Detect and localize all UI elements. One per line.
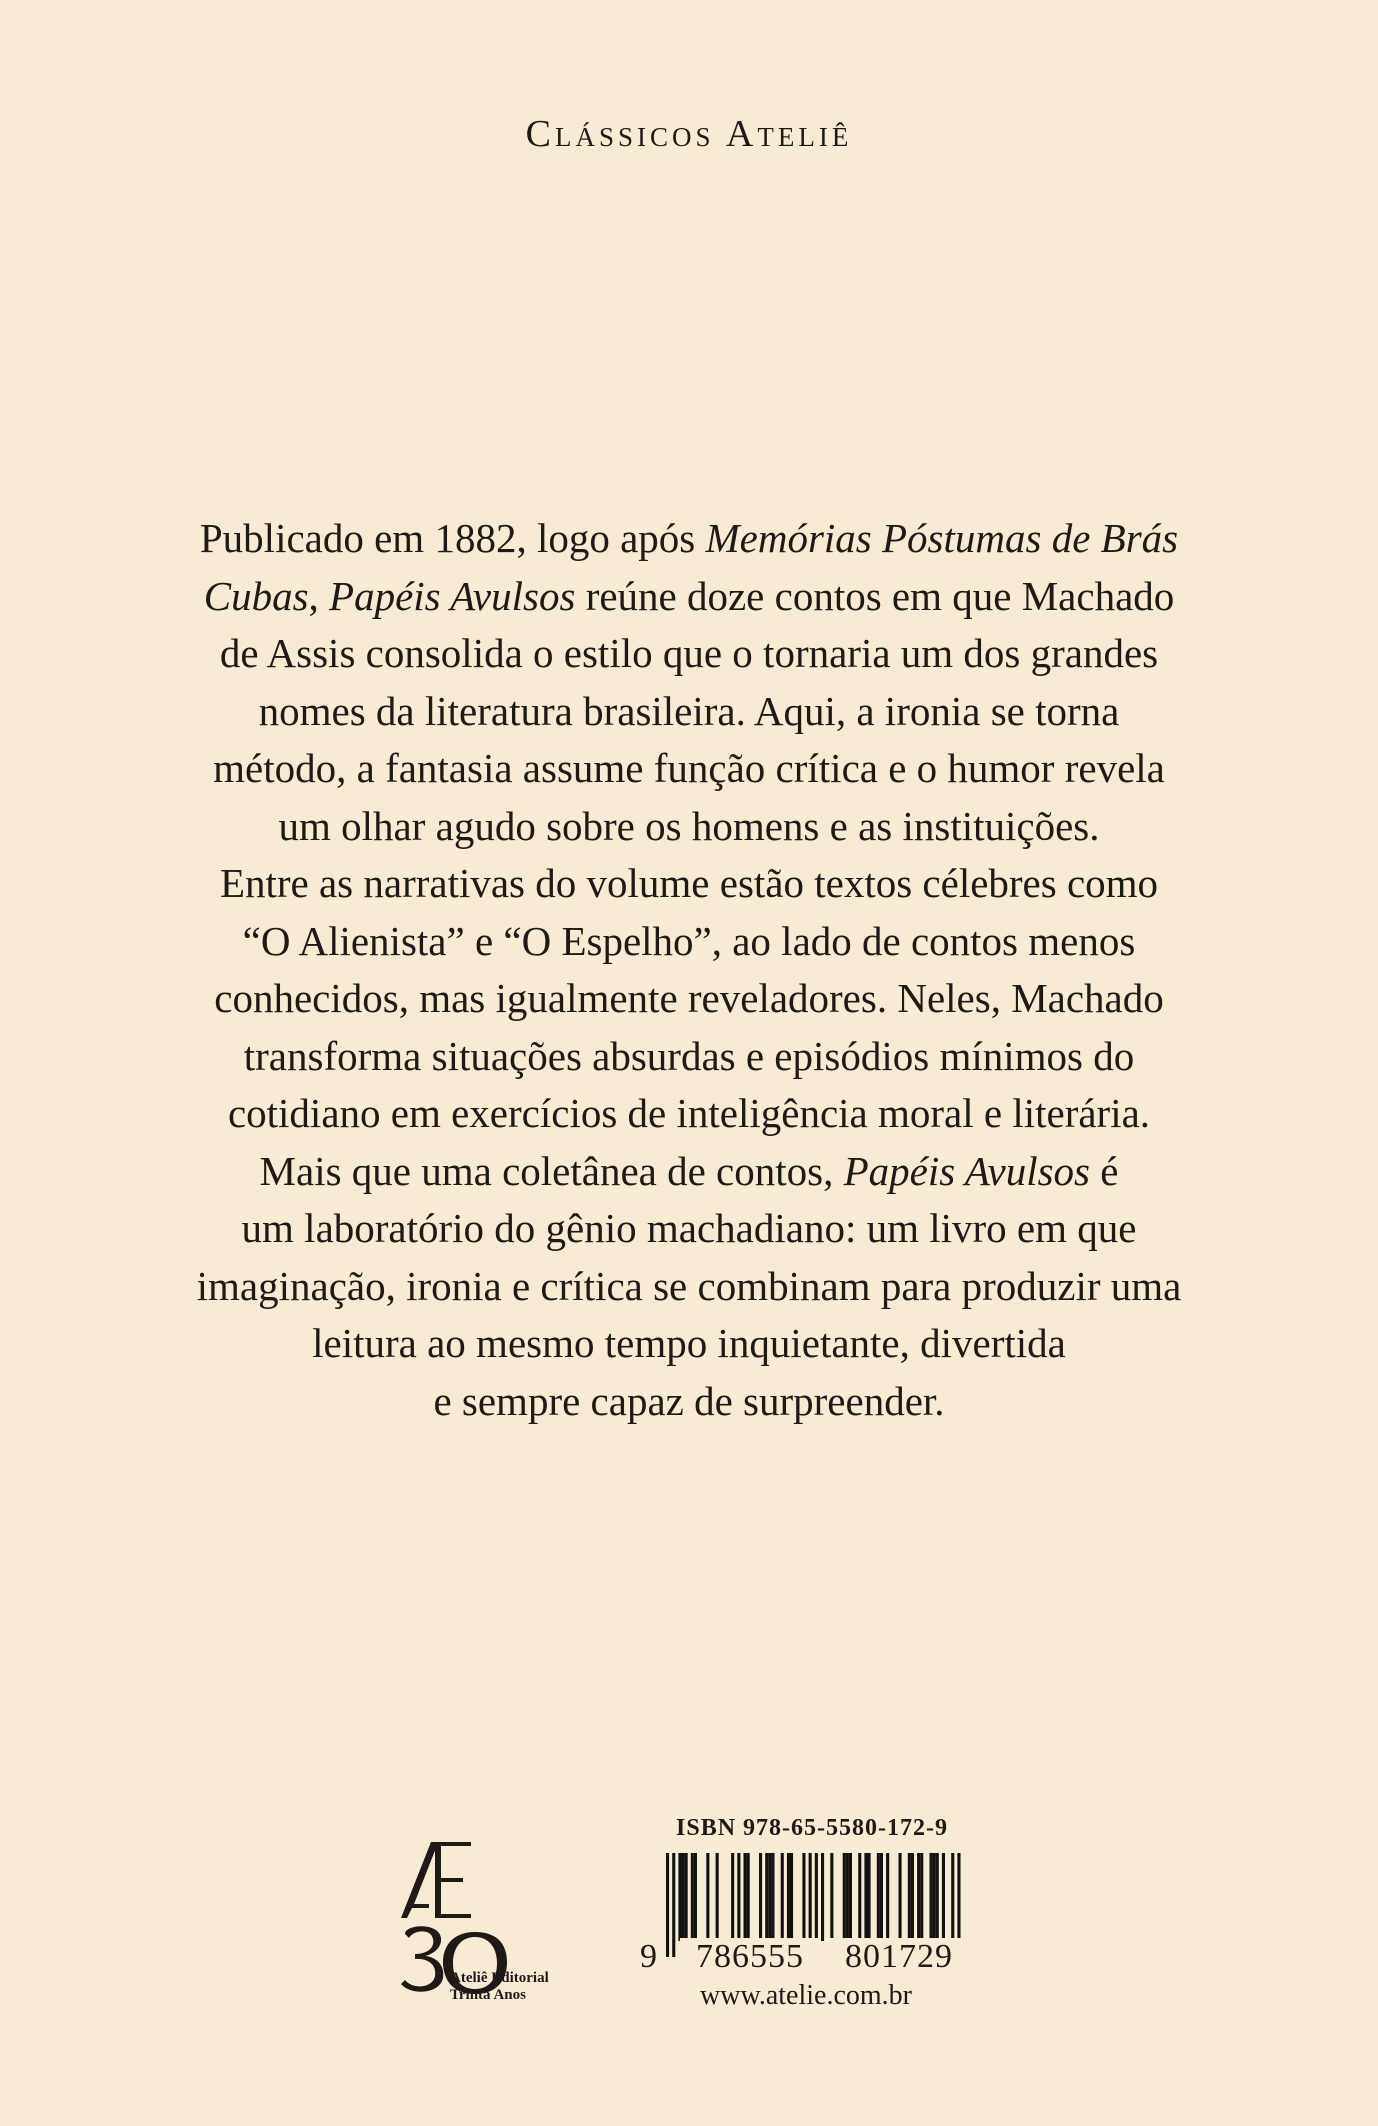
- barcode-bar: [737, 1853, 740, 1941]
- blurb-line-6: um olhar agudo sobre os homens e as instituições.: [278, 802, 1100, 849]
- blurb-line-15: leitura ao mesmo tempo inquietante, divertida: [312, 1320, 1066, 1366]
- barcode-bar: [843, 1853, 846, 1941]
- barcode-bar: [936, 1853, 939, 1941]
- blurb-line-7: Entre as narrativas do volume estão textos célebres como: [219, 860, 1159, 906]
- blurb-line-11: cotidiano em exercícios de inteligência moral e literária.: [227, 1090, 1151, 1136]
- barcode-digits-right: 801729: [830, 1938, 968, 1976]
- barcode-bar: [685, 1853, 688, 1941]
- barcode-bar: [942, 1853, 945, 1941]
- barcode-bar: [930, 1853, 933, 1941]
- barcode-digit-lead: 9: [640, 1938, 657, 1975]
- blurb-line-10: transforma situações absurdas e episódios mínimos do: [243, 1032, 1135, 1079]
- barcode-bar: [747, 1853, 750, 1941]
- barcode-bar: [868, 1853, 871, 1941]
- barcode-bar: [694, 1853, 697, 1941]
- barcode-bar: [886, 1853, 889, 1941]
- book-title-papeis-avulsos: Papéis Avulsos: [843, 1147, 1090, 1194]
- barcode-bar: [864, 1853, 867, 1941]
- barcode-bar: [706, 1853, 709, 1941]
- blurb-line-13: um laboratório do gênio machadiano: um livro em que: [241, 1205, 1137, 1251]
- barcode-bar: [908, 1853, 911, 1941]
- series-title: Clássicos Ateliê: [525, 113, 853, 155]
- barcode-bar: [846, 1853, 849, 1941]
- barcode-bar: [917, 1853, 920, 1941]
- barcode-bar: [759, 1853, 762, 1941]
- barcode-bar: [920, 1853, 923, 1941]
- blurb-text: é: [1090, 1147, 1119, 1194]
- blurb-line-16: e sempre capaz de surpreender.: [433, 1377, 945, 1424]
- blurb-line-8: “O Alienista” e “O Espelho”, ao lado de contos menos: [242, 917, 1136, 964]
- barcode-digits: [640, 1938, 972, 1978]
- barcode-bar: [744, 1853, 747, 1941]
- book-title-memorias: Memórias Póstumas de Brás: [705, 515, 1179, 561]
- barcode-bar: [899, 1853, 902, 1941]
- logo-caption: [450, 1970, 549, 2004]
- barcode-bar: [731, 1853, 734, 1941]
- blurb-text: Publicado em 1882, logo após: [199, 515, 706, 561]
- blurb-line-3: de Assis consolida o estilo que o tornaria um dos grandes: [219, 630, 1159, 676]
- publisher-website: www.atelie.com.br: [700, 1980, 912, 2011]
- barcode-bar: [858, 1853, 861, 1941]
- barcode-bar: [880, 1853, 883, 1941]
- barcode-bar: [678, 1853, 681, 1941]
- barcode-bar: [821, 1853, 824, 1941]
- blurb-line-1: [100, 510, 1278, 568]
- blurb-line-9: conhecidos, mas igualmente reveladores. Neles, Machado: [214, 975, 1164, 1021]
- book-title-papeis-avulsos: Papéis Avulsos: [329, 572, 576, 619]
- blurb-text: ,: [308, 572, 330, 619]
- blurb-text: Mais que uma coletânea de contos,: [259, 1147, 844, 1194]
- book-title-cubas: Cubas: [203, 572, 309, 619]
- barcode-bar: [802, 1853, 805, 1941]
- barcode-bar: [787, 1853, 790, 1941]
- logo-caption-line-1: Ateliê Editorial: [450, 1970, 549, 1986]
- barcode-bar: [765, 1853, 768, 1941]
- barcode-digits-left: 786555: [680, 1938, 820, 1976]
- barcode-bar: [771, 1853, 774, 1941]
- barcode-bar: [849, 1853, 852, 1941]
- blurb-line-5: método, a fantasia assume função crítica e o humor revela: [213, 745, 1165, 791]
- barcode-bar: [877, 1853, 880, 1941]
- barcode-bar: [790, 1853, 793, 1941]
- back-cover-blurb: [100, 510, 1278, 1430]
- blurb-line-4: nomes da literatura brasileira. Aqui, a ironia se torna: [258, 687, 1120, 734]
- isbn-label: ISBN 978-65-5580-172-9: [676, 1815, 948, 1841]
- blurb-line-2: [100, 568, 1278, 626]
- barcode-bar: [781, 1853, 784, 1941]
- barcode-bar: [716, 1853, 719, 1941]
- logo-caption-line-2: Trinta Anos: [450, 1987, 526, 2003]
- barcode-bar: [911, 1853, 914, 1941]
- barcode-bar: [682, 1853, 685, 1941]
- barcode-bar: [691, 1853, 694, 1941]
- blurb-text: reúne doze contos em que Machado: [575, 572, 1175, 619]
- blurb-line-12: [100, 1143, 1278, 1201]
- barcode-bar: [933, 1853, 936, 1941]
- publisher-logo: [395, 1838, 565, 2008]
- blurb-line-14: imaginação, ironia e crítica se combinam para produzir uma: [196, 1262, 1182, 1309]
- barcode-bar: [830, 1853, 833, 1941]
- barcode-bar: [768, 1853, 771, 1941]
